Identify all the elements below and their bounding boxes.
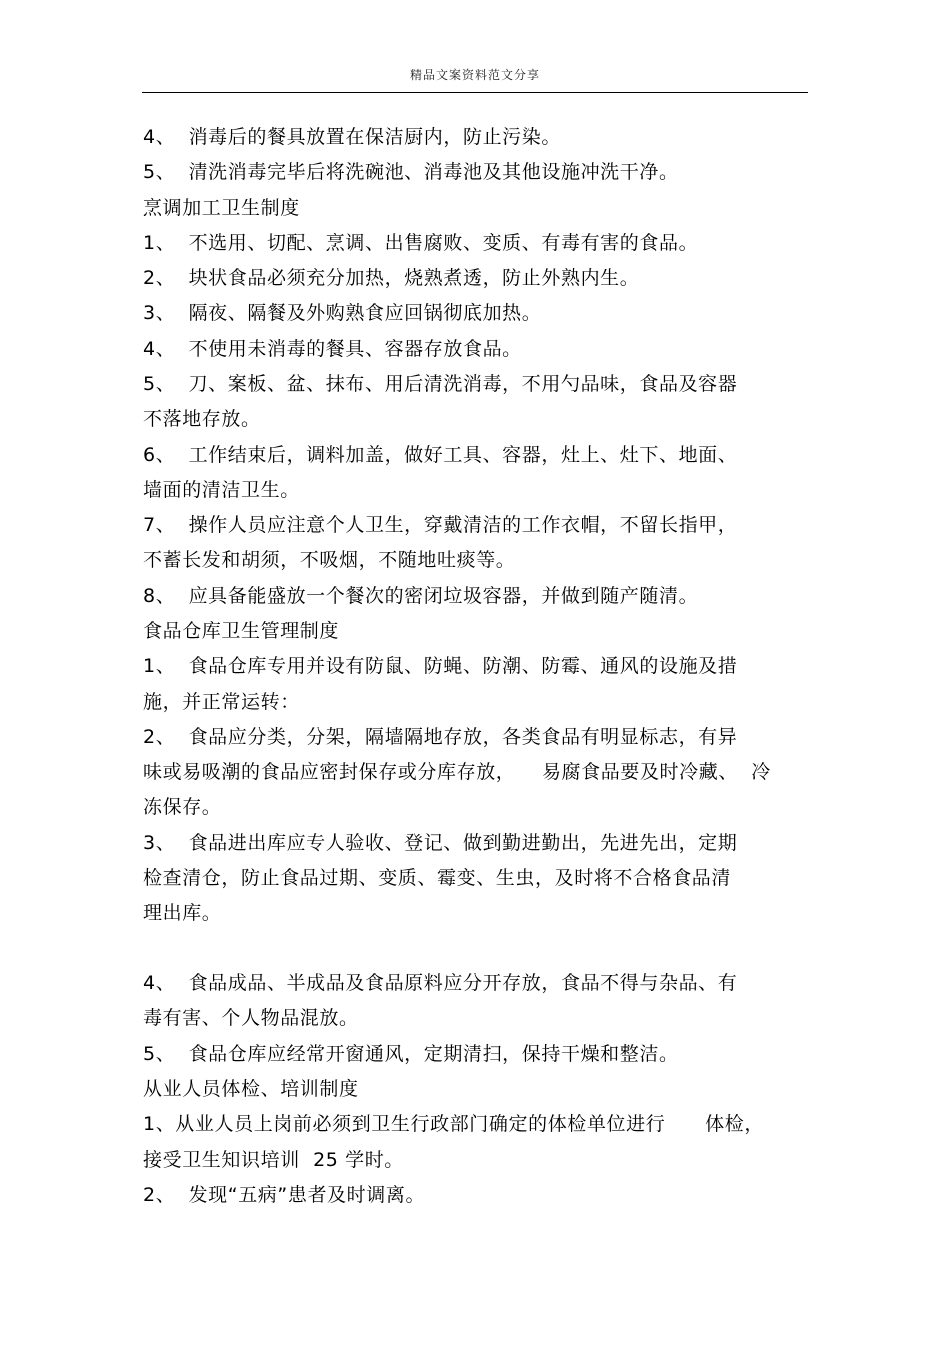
text-line: 墙面的清洁卫生。: [143, 479, 300, 501]
text-line: 味或易吸潮的食品应密封保存或分库存放， 易腐食品要及时冷藏、 冷: [143, 761, 771, 783]
text-line: 接受卫生知识培训 25 学时。: [143, 1149, 404, 1171]
text-line: 4、 食品成品、半成品及食品原料应分开存放，食品不得与杂品、有: [143, 972, 738, 994]
text-line: 6、 工作结束后，调料加盖，做好工具、容器，灶上、灶下、地面、: [143, 444, 738, 466]
text-line: 5、 刀、案板、盆、抹布、用后清洗消毒，不用勺品味，食品及容器: [143, 373, 738, 395]
text-line: 8、 应具备能盛放一个餐次的密闭垃圾容器，并做到随产随清。: [143, 585, 699, 607]
text-line: 3、 食品进出库应专人验收、登记、做到勤进勤出，先进先出，定期: [143, 832, 738, 854]
text-line: 2、 食品应分类，分架，隔墙隔地存放，各类食品有明显标志，有异: [143, 726, 738, 748]
text-line: 4、 不使用未消毒的餐具、容器存放食品。: [143, 338, 522, 360]
text-line: 2、 块状食品必须充分加热，烧熟煮透，防止外熟内生。: [143, 267, 640, 289]
text-line: 不落地存放。: [143, 408, 261, 430]
text-line: 不蓄长发和胡须，不吸烟，不随地吐痰等。: [143, 549, 516, 571]
header-title: 精品文案资料范文分享: [409, 68, 540, 82]
text-line: 毒有害、个人物品混放。: [143, 1007, 359, 1029]
text-line: 3、 隔夜、隔餐及外购熟食应回锅彻底加热。: [143, 302, 542, 324]
text-line: 2、 发现“五病”患者及时调离。: [143, 1184, 426, 1206]
section-heading: 从业人员体检、培训制度: [143, 1078, 359, 1100]
text-line: 7、 操作人员应注意个人卫生，穿戴清洁的工作衣帽，不留长指甲，: [143, 514, 738, 536]
text-line: 4、 消毒后的餐具放置在保洁厨内，防止污染。: [143, 126, 561, 148]
text-line: 1、从业人员上岗前必须到卫生行政部门确定的体检单位进行 体检，: [143, 1113, 764, 1135]
section-heading: 食品仓库卫生管理制度: [143, 620, 340, 642]
text-line: 5、 清洗消毒完毕后将洗碗池、消毒池及其他设施冲洗干净。: [143, 161, 679, 183]
text-line: 1、 食品仓库专用并设有防鼠、防蝇、防潮、防霉、通风的设施及措: [143, 655, 738, 677]
text-line: 冻保存。: [143, 796, 222, 818]
text-line: 检查清仓，防止食品过期、变质、霉变、生虫，及时将不合格食品清: [143, 867, 732, 889]
text-line: 1、 不选用、切配、烹调、出售腐败、变质、有毒有害的食品。: [143, 232, 699, 254]
page-header: [142, 58, 808, 93]
text-line: 施，并正常运转：: [143, 691, 300, 713]
section-heading: 烹调加工卫生制度: [143, 197, 300, 219]
text-line: 理出库。: [143, 902, 222, 924]
text-line: 5、 食品仓库应经常开窗通风，定期清扫，保持干燥和整洁。: [143, 1043, 679, 1065]
